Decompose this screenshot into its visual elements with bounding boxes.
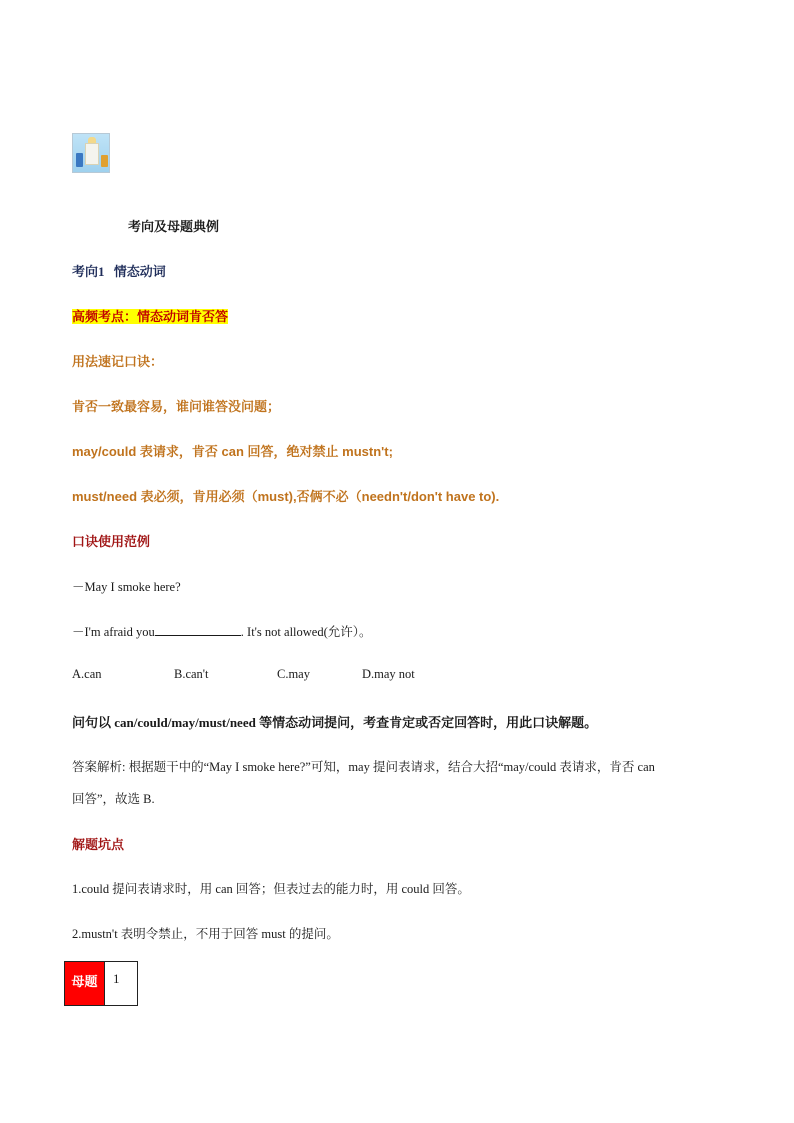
example-question-2: －I'm afraid you . It's not allowed(允许）。 xyxy=(72,625,372,639)
mother-question-label: 母题 xyxy=(65,962,105,1005)
mother-question-box xyxy=(64,961,138,1006)
document-logo-image xyxy=(72,133,110,173)
high-frequency-point: 高频考点：情态动词肯否答 xyxy=(72,309,229,324)
topic-title xyxy=(72,261,166,280)
answer-explanation-line-2: 回答”，故选 B. xyxy=(72,792,155,806)
option-b: B.can't xyxy=(174,667,209,681)
section-heading: 考向及母题典例 xyxy=(128,219,220,234)
pitfall-point-2: 2.mustn't 表明令禁止，不用于回答 must 的提问。 xyxy=(72,927,339,941)
topic-tag: 考向1 xyxy=(72,264,105,279)
mother-question-number: 1 xyxy=(113,971,120,986)
pitfall-title: 解题坑点 xyxy=(72,837,125,852)
pitfall-point-1: 1.could 提问表请求时，用 can 回答；但表过去的能力时，用 could 回答。 xyxy=(72,882,470,896)
topic-name: 情态动词 xyxy=(113,264,166,279)
example-title: 口诀使用范例 xyxy=(72,534,151,549)
mnemonic-title: 用法速记口诀： xyxy=(72,354,164,369)
mnemonic-line-3: must/need 表必须，肯用必须（must),否俩不必（needn't/don't have to). xyxy=(72,489,500,504)
mnemonic-line-2: may/could 表请求，肯否 can 回答，绝对禁止 mustn't; xyxy=(72,444,393,459)
option-a: A.can xyxy=(72,667,102,681)
answer-blank xyxy=(155,623,241,636)
answer-explanation-line-1: 答案解析: 根据题干中的“May I smoke here?”可知，may 提问表请求，结合大招“may/could 表请求，肯否 can xyxy=(72,760,655,774)
mnemonic-line-1: 肯否一致最容易，谁问谁答没问题； xyxy=(72,399,281,414)
option-c: C.may xyxy=(277,667,310,681)
rule-note: 问句以 can/could/may/must/need 等情态动词提问，考查肯定或否定回答时，用此口诀解题。 xyxy=(72,715,598,730)
example-question-1: －May I smoke here? xyxy=(72,580,181,594)
option-d: D.may not xyxy=(362,667,415,681)
